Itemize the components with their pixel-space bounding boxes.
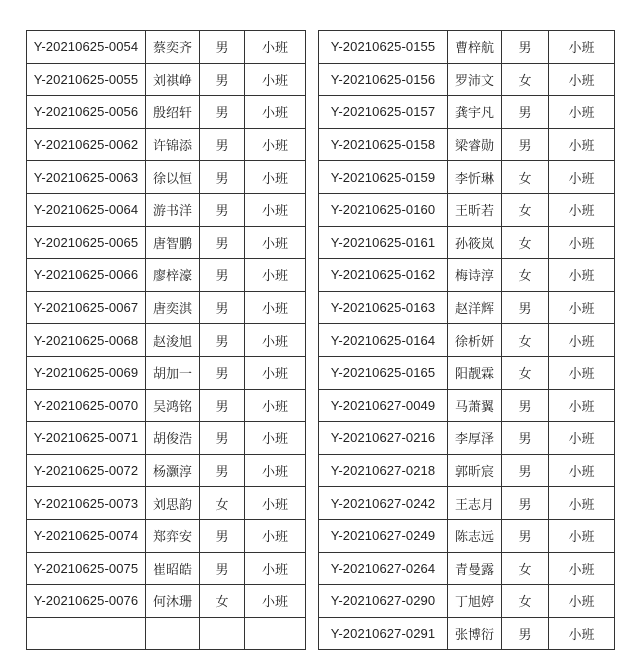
table-row xyxy=(319,356,615,389)
student-id-cell: Y-20210625-0075 xyxy=(27,552,146,585)
table-row xyxy=(27,552,306,585)
student-id-cell: Y-20210625-0072 xyxy=(27,454,146,487)
table-row xyxy=(319,226,615,259)
student-id-cell: Y-20210625-0157 xyxy=(319,96,448,129)
student-id-cell: Y-20210625-0069 xyxy=(27,356,146,389)
class-cell: 小班 xyxy=(549,128,615,161)
student-name-cell: 孙筱岚 xyxy=(448,226,502,259)
student-name-cell: 刘祺峥 xyxy=(146,63,200,96)
student-name-cell: 崔昭皓 xyxy=(146,552,200,585)
table-row xyxy=(319,193,615,226)
student-name-cell: 游书洋 xyxy=(146,193,200,226)
student-id-cell xyxy=(27,617,146,650)
class-cell: 小班 xyxy=(549,487,615,520)
student-name-cell: 梅诗淳 xyxy=(448,259,502,292)
class-cell: 小班 xyxy=(549,356,615,389)
table-row xyxy=(319,617,615,650)
gender-cell: 女 xyxy=(502,63,549,96)
student-name-cell: 王昕若 xyxy=(448,193,502,226)
student-name-cell: 李忻琳 xyxy=(448,161,502,194)
table-row xyxy=(319,487,615,520)
gender-cell: 男 xyxy=(200,389,245,422)
student-name-cell: 郑弈安 xyxy=(146,519,200,552)
student-name-cell: 罗沛文 xyxy=(448,63,502,96)
student-id-cell: Y-20210625-0054 xyxy=(27,31,146,64)
class-cell: 小班 xyxy=(245,389,306,422)
student-name-cell: 胡俊浩 xyxy=(146,422,200,455)
student-id-cell: Y-20210625-0066 xyxy=(27,259,146,292)
student-id-cell: Y-20210625-0073 xyxy=(27,487,146,520)
table-row xyxy=(27,519,306,552)
gender-cell: 男 xyxy=(502,128,549,161)
gender-cell: 男 xyxy=(200,193,245,226)
class-cell: 小班 xyxy=(549,259,615,292)
table-row xyxy=(319,324,615,357)
right-roster-table xyxy=(318,30,615,650)
gender-cell: 男 xyxy=(200,356,245,389)
student-name-cell: 徐析妍 xyxy=(448,324,502,357)
table-row xyxy=(319,454,615,487)
gender-cell: 女 xyxy=(502,356,549,389)
gender-cell: 女 xyxy=(502,585,549,618)
student-id-cell: Y-20210627-0290 xyxy=(319,585,448,618)
student-name-cell: 阳靓霖 xyxy=(448,356,502,389)
table-row xyxy=(27,161,306,194)
gender-cell: 男 xyxy=(200,128,245,161)
student-name-cell: 赵浚旭 xyxy=(146,324,200,357)
gender-cell: 男 xyxy=(502,454,549,487)
gender-cell: 男 xyxy=(502,422,549,455)
gender-cell: 男 xyxy=(200,161,245,194)
gender-cell: 男 xyxy=(200,519,245,552)
class-cell: 小班 xyxy=(245,356,306,389)
student-id-cell: Y-20210627-0249 xyxy=(319,519,448,552)
class-cell: 小班 xyxy=(549,324,615,357)
student-name-cell: 郭昕宸 xyxy=(448,454,502,487)
student-id-cell: Y-20210625-0160 xyxy=(319,193,448,226)
table-row xyxy=(319,31,615,64)
gender-cell: 女 xyxy=(502,324,549,357)
gender-cell: 男 xyxy=(200,291,245,324)
gender-cell: 男 xyxy=(502,487,549,520)
left-roster-body xyxy=(27,31,306,650)
right-roster-body xyxy=(319,31,615,650)
class-cell: 小班 xyxy=(245,552,306,585)
class-cell: 小班 xyxy=(245,161,306,194)
student-name-cell: 李厚泽 xyxy=(448,422,502,455)
class-cell: 小班 xyxy=(549,291,615,324)
table-row xyxy=(27,487,306,520)
class-cell: 小班 xyxy=(549,617,615,650)
student-name-cell: 刘思韵 xyxy=(146,487,200,520)
table-row xyxy=(27,454,306,487)
gender-cell: 男 xyxy=(200,96,245,129)
student-id-cell: Y-20210625-0165 xyxy=(319,356,448,389)
class-cell: 小班 xyxy=(245,259,306,292)
student-id-cell: Y-20210625-0071 xyxy=(27,422,146,455)
class-cell: 小班 xyxy=(245,96,306,129)
student-id-cell: Y-20210625-0070 xyxy=(27,389,146,422)
student-id-cell: Y-20210625-0159 xyxy=(319,161,448,194)
class-cell: 小班 xyxy=(549,31,615,64)
gender-cell: 男 xyxy=(200,422,245,455)
gender-cell: 女 xyxy=(502,193,549,226)
class-cell: 小班 xyxy=(245,585,306,618)
table-row xyxy=(319,552,615,585)
table-row xyxy=(27,617,306,650)
student-name-cell: 何沐珊 xyxy=(146,585,200,618)
class-cell: 小班 xyxy=(549,519,615,552)
student-id-cell: Y-20210625-0164 xyxy=(319,324,448,357)
student-name-cell: 赵洋辉 xyxy=(448,291,502,324)
table-row xyxy=(319,519,615,552)
table-row xyxy=(319,96,615,129)
student-id-cell: Y-20210625-0068 xyxy=(27,324,146,357)
student-name-cell: 张博衍 xyxy=(448,617,502,650)
student-id-cell: Y-20210627-0242 xyxy=(319,487,448,520)
table-row xyxy=(27,422,306,455)
class-cell: 小班 xyxy=(245,128,306,161)
class-cell: 小班 xyxy=(245,291,306,324)
gender-cell: 男 xyxy=(200,63,245,96)
student-id-cell: Y-20210625-0074 xyxy=(27,519,146,552)
student-name-cell: 杨灏淳 xyxy=(146,454,200,487)
student-name-cell: 曹梓航 xyxy=(448,31,502,64)
gender-cell: 女 xyxy=(502,259,549,292)
table-row xyxy=(27,31,306,64)
student-name-cell: 王志月 xyxy=(448,487,502,520)
table-row xyxy=(27,259,306,292)
table-row xyxy=(319,422,615,455)
gender-cell: 男 xyxy=(502,291,549,324)
student-name-cell: 许锦添 xyxy=(146,128,200,161)
class-cell: 小班 xyxy=(245,519,306,552)
gender-cell: 女 xyxy=(502,226,549,259)
student-id-cell: Y-20210625-0056 xyxy=(27,96,146,129)
table-row xyxy=(27,128,306,161)
student-name-cell: 蔡奕齐 xyxy=(146,31,200,64)
student-name-cell xyxy=(146,617,200,650)
table-row xyxy=(27,585,306,618)
class-cell: 小班 xyxy=(245,193,306,226)
student-name-cell: 丁旭婷 xyxy=(448,585,502,618)
table-row xyxy=(319,128,615,161)
student-name-cell: 陈志远 xyxy=(448,519,502,552)
student-id-cell: Y-20210625-0065 xyxy=(27,226,146,259)
table-row xyxy=(27,63,306,96)
class-cell: 小班 xyxy=(245,422,306,455)
class-cell: 小班 xyxy=(549,389,615,422)
class-cell: 小班 xyxy=(245,454,306,487)
class-cell: 小班 xyxy=(549,226,615,259)
student-id-cell: Y-20210627-0291 xyxy=(319,617,448,650)
student-id-cell: Y-20210625-0062 xyxy=(27,128,146,161)
table-row xyxy=(27,356,306,389)
student-id-cell: Y-20210625-0055 xyxy=(27,63,146,96)
student-name-cell: 殷绍轩 xyxy=(146,96,200,129)
table-row xyxy=(27,193,306,226)
gender-cell: 男 xyxy=(502,31,549,64)
class-cell: 小班 xyxy=(549,585,615,618)
gender-cell: 女 xyxy=(502,552,549,585)
table-row xyxy=(319,585,615,618)
class-cell xyxy=(245,617,306,650)
class-cell: 小班 xyxy=(549,63,615,96)
left-roster-table xyxy=(26,30,306,650)
student-id-cell: Y-20210627-0049 xyxy=(319,389,448,422)
student-id-cell: Y-20210625-0158 xyxy=(319,128,448,161)
gender-cell: 男 xyxy=(200,552,245,585)
student-name-cell: 唐智鹏 xyxy=(146,226,200,259)
student-name-cell: 青曼露 xyxy=(448,552,502,585)
student-id-cell: Y-20210625-0156 xyxy=(319,63,448,96)
gender-cell: 男 xyxy=(200,226,245,259)
class-cell: 小班 xyxy=(245,31,306,64)
class-cell: 小班 xyxy=(549,422,615,455)
student-name-cell: 唐奕淇 xyxy=(146,291,200,324)
class-cell: 小班 xyxy=(245,226,306,259)
table-row xyxy=(27,389,306,422)
gender-cell: 女 xyxy=(200,585,245,618)
class-cell: 小班 xyxy=(549,193,615,226)
gender-cell xyxy=(200,617,245,650)
gender-cell: 男 xyxy=(502,519,549,552)
class-cell: 小班 xyxy=(245,487,306,520)
table-row xyxy=(27,291,306,324)
gender-cell: 男 xyxy=(502,389,549,422)
student-name-cell: 胡加一 xyxy=(146,356,200,389)
student-id-cell: Y-20210625-0155 xyxy=(319,31,448,64)
student-id-cell: Y-20210625-0076 xyxy=(27,585,146,618)
gender-cell: 男 xyxy=(502,96,549,129)
student-id-cell: Y-20210625-0067 xyxy=(27,291,146,324)
table-row xyxy=(27,226,306,259)
gender-cell: 女 xyxy=(200,487,245,520)
student-id-cell: Y-20210627-0264 xyxy=(319,552,448,585)
student-id-cell: Y-20210625-0163 xyxy=(319,291,448,324)
table-row xyxy=(319,161,615,194)
student-name-cell: 廖梓濠 xyxy=(146,259,200,292)
student-name-cell: 吴鸿铭 xyxy=(146,389,200,422)
gender-cell: 男 xyxy=(200,454,245,487)
gender-cell: 男 xyxy=(200,259,245,292)
table-row xyxy=(27,324,306,357)
class-cell: 小班 xyxy=(549,454,615,487)
student-id-cell: Y-20210627-0218 xyxy=(319,454,448,487)
gender-cell: 男 xyxy=(200,31,245,64)
student-name-cell: 梁睿勋 xyxy=(448,128,502,161)
gender-cell: 男 xyxy=(502,617,549,650)
gender-cell: 女 xyxy=(502,161,549,194)
student-id-cell: Y-20210625-0161 xyxy=(319,226,448,259)
student-id-cell: Y-20210627-0216 xyxy=(319,422,448,455)
student-id-cell: Y-20210625-0063 xyxy=(27,161,146,194)
table-row xyxy=(319,63,615,96)
class-cell: 小班 xyxy=(245,324,306,357)
student-name-cell: 马萧翼 xyxy=(448,389,502,422)
table-row xyxy=(319,291,615,324)
class-cell: 小班 xyxy=(549,552,615,585)
student-name-cell: 徐以恒 xyxy=(146,161,200,194)
gender-cell: 男 xyxy=(200,324,245,357)
table-row xyxy=(319,389,615,422)
class-cell: 小班 xyxy=(549,96,615,129)
student-id-cell: Y-20210625-0162 xyxy=(319,259,448,292)
table-row xyxy=(319,259,615,292)
class-cell: 小班 xyxy=(549,161,615,194)
class-cell: 小班 xyxy=(245,63,306,96)
student-id-cell: Y-20210625-0064 xyxy=(27,193,146,226)
student-name-cell: 龚宇凡 xyxy=(448,96,502,129)
table-row xyxy=(27,96,306,129)
